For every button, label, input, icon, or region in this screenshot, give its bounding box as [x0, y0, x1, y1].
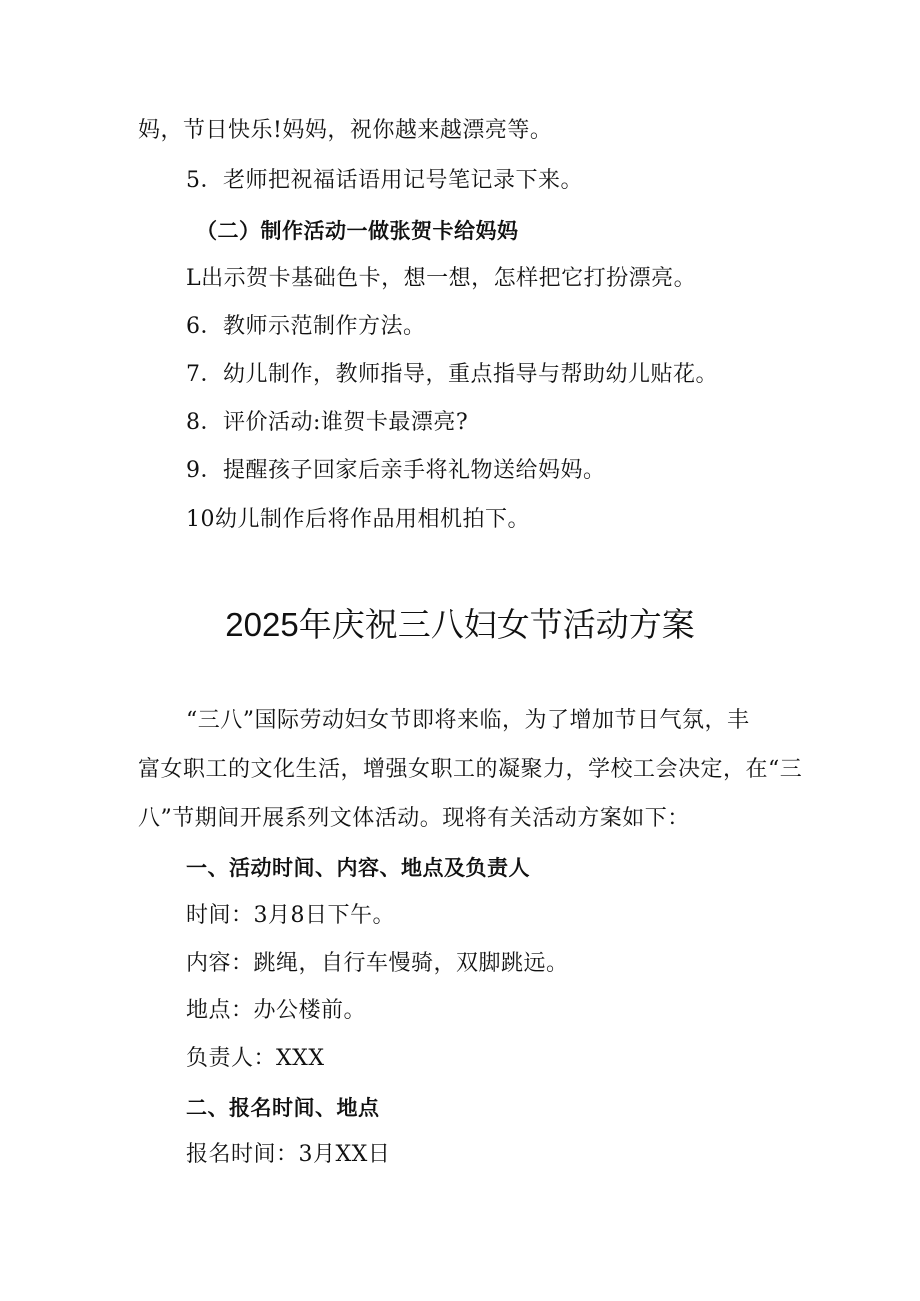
section-1-person: 负责人：XXX	[186, 1046, 325, 1071]
intro-paragraph-line-1: “三八”国际劳动妇女节即将来临，为了增加节日气氛，丰	[186, 708, 750, 733]
intro-paragraph-line-2: 富女职工的文化生活，增强女职工的凝聚力，学校工会决定，在“三	[138, 757, 803, 782]
section-1-location: 地点：办公楼前。	[186, 998, 367, 1023]
list-item-5: 5．老师把祝福话语用记号笔记录下来。	[186, 168, 583, 193]
list-item-10: 10幼儿制作后将作品用相机拍下。	[186, 507, 530, 532]
section-2-registration-time: 报名时间：3月XX日	[186, 1142, 391, 1167]
section-1-heading: 一、活动时间、内容、地点及负责人	[186, 856, 530, 880]
subsection-heading: （二）制作活动一做张贺卡给妈妈	[196, 219, 519, 243]
section-1-time: 时间：3月8日下午。	[186, 903, 395, 928]
list-item-l: L出示贺卡基础色卡，想一想，怎样把它打扮漂亮。	[186, 266, 697, 291]
text-line: 妈，节日快乐!妈妈，祝你越来越漂亮等。	[138, 118, 553, 143]
list-item-9: 9．提醒孩子回家后亲手将礼物送给妈妈。	[186, 458, 606, 483]
list-item-7: 7．幼儿制作，教师指导，重点指导与帮助幼儿贴花。	[186, 362, 718, 387]
document-title: 2025年庆祝三八妇女节活动方案	[225, 606, 695, 643]
section-1-content: 内容：跳绳，自行车慢骑，双脚跳远。	[186, 951, 569, 976]
list-item-6: 6．教师示范制作方法。	[186, 314, 426, 339]
section-2-heading: 二、报名时间、地点	[186, 1096, 380, 1120]
list-item-8: 8．评价活动:谁贺卡最漂亮?	[186, 410, 469, 435]
intro-paragraph-line-3: 八”节期间开展系列文体活动。现将有关活动方案如下：	[138, 806, 690, 831]
